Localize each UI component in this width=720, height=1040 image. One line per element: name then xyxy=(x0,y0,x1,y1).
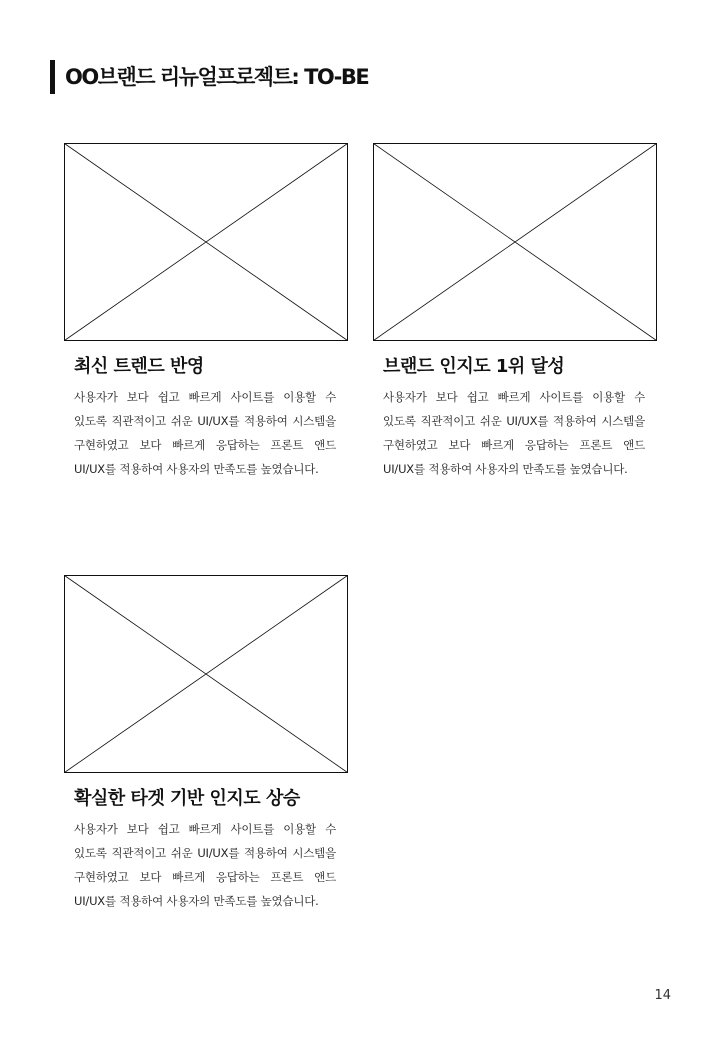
card-title: 브랜드 인지도 1위 달성 xyxy=(383,356,565,377)
image-placeholder xyxy=(64,575,348,773)
card-description: 사용자가 보다 쉽고 빠르게 사이트를 이용할 수 있도록 직관적이고 쉬운 UI/UX를 적용하여 시스템을 구현하였고 보다 빠르게 응답하는 프론트 앤드 UI/UX를 적용하여 사용자의 만족도를 높였습니다. xyxy=(383,390,645,476)
image-placeholder xyxy=(64,143,348,341)
card-title: 확실한 타겟 기반 인지도 상승 xyxy=(74,788,300,809)
card-title: 최신 트렌드 반영 xyxy=(74,356,204,377)
feature-card-2 xyxy=(373,143,657,481)
page-number: 14 xyxy=(654,988,671,1003)
card-description: 사용자가 보다 쉽고 빠르게 사이트를 이용할 수 있도록 직관적이고 쉬운 UI/UX를 적용하여 시스템을 구현하였고 보다 빠르게 응답하는 프론트 앤드 UI/UX를 적용하여 사용자의 만족도를 높였습니다. xyxy=(74,390,336,476)
feature-card-3 xyxy=(64,575,348,913)
page-title: OO브랜드 리뉴얼프로젝트: TO-BE xyxy=(65,65,369,89)
feature-card-1 xyxy=(64,143,348,481)
page-header xyxy=(50,60,368,94)
header-accent-bar xyxy=(50,60,55,94)
image-placeholder xyxy=(373,143,657,341)
card-description: 사용자가 보다 쉽고 빠르게 사이트를 이용할 수 있도록 직관적이고 쉬운 UI/UX를 적용하여 시스템을 구현하였고 보다 빠르게 응답하는 프론트 앤드 UI/UX를 적용하여 사용자의 만족도를 높였습니다. xyxy=(74,822,336,908)
